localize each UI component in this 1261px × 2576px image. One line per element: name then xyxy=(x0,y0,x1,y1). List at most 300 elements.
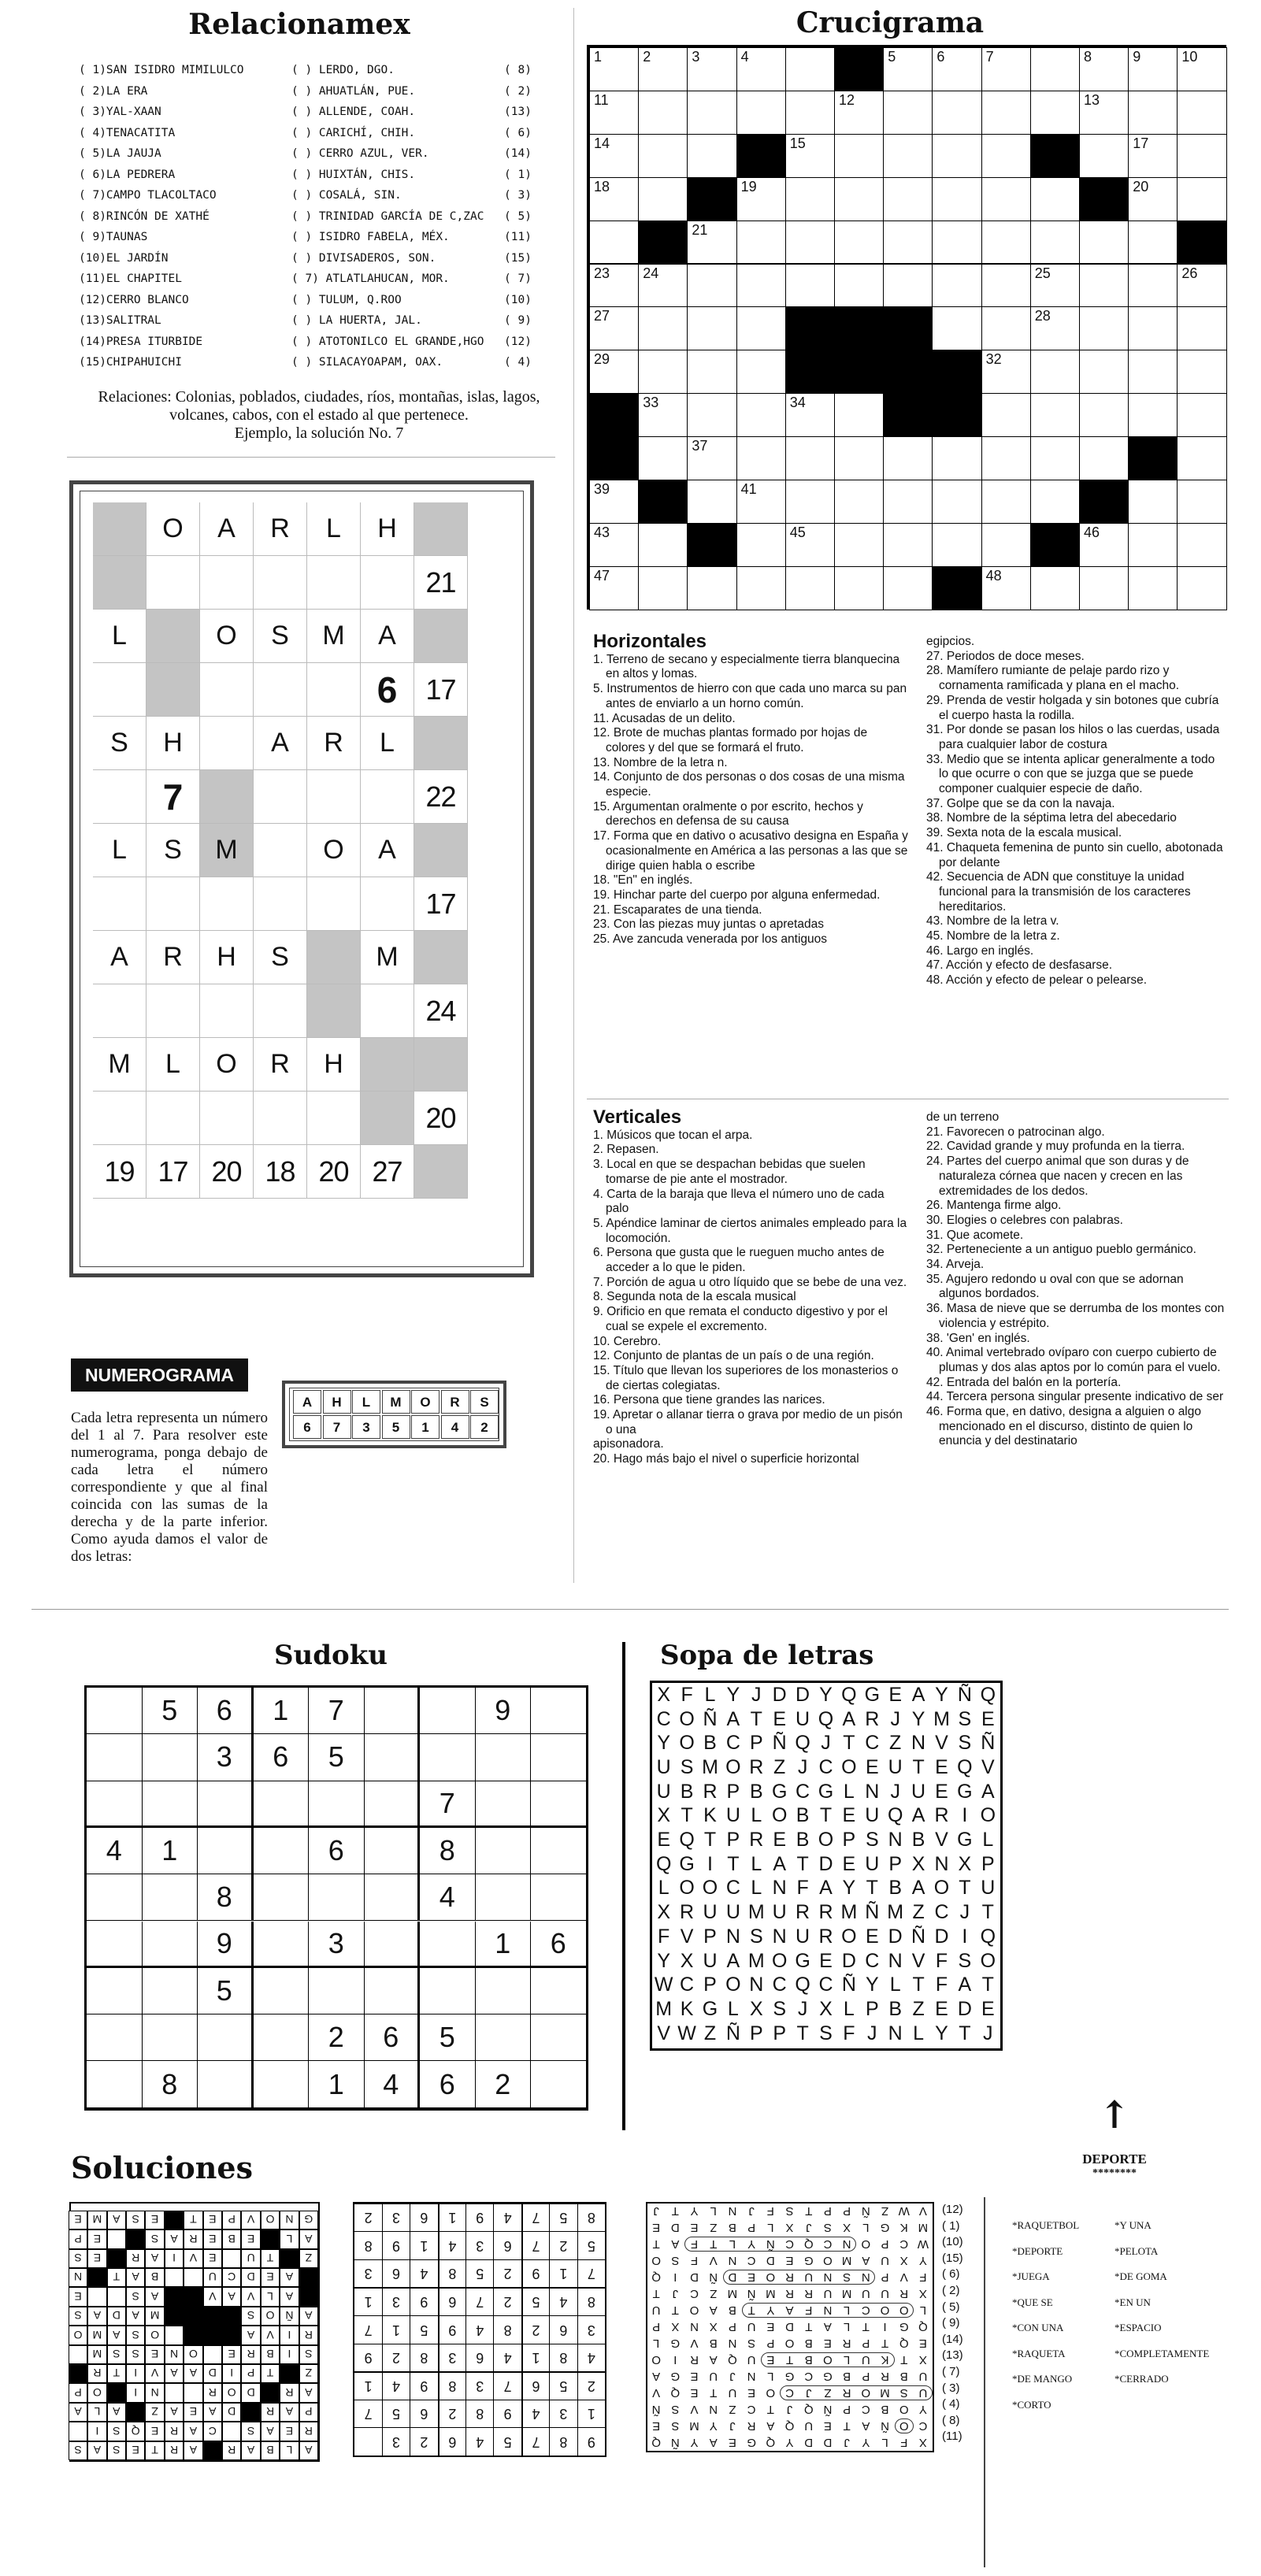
clue: 6. Persona que gusta que le rueguen mucho antes de acceder a lo que le piden. xyxy=(593,1246,885,1275)
solution-sopa-letter: R xyxy=(899,2287,909,2300)
numerograma-cell-value: 20 xyxy=(211,1155,242,1188)
solution-sopa-letter: T xyxy=(652,2287,660,2300)
solution-sopa-letter: O xyxy=(861,2237,871,2251)
solution-sopa-letter: K xyxy=(899,2221,908,2234)
crossword-cell xyxy=(1177,177,1226,221)
crossword-cell-number: 8 xyxy=(1084,49,1092,65)
sudoku-cell xyxy=(254,2014,310,2061)
relacion-row xyxy=(79,185,559,206)
sopa-letter: S xyxy=(958,1949,972,1972)
sudoku-value: 1 xyxy=(161,1834,178,1867)
solution-sudoku-cell: 1 xyxy=(410,2231,437,2259)
crossword-cell xyxy=(1177,523,1226,567)
sopa-letter: N xyxy=(865,1780,880,1803)
numerograma-cell xyxy=(361,877,414,931)
sudoku-cell xyxy=(420,1688,476,1734)
solution-sopa-letter: D xyxy=(670,2221,680,2234)
solution-sopa-letter: M xyxy=(841,2254,852,2267)
sopa-letter: C xyxy=(656,1707,671,1730)
solution-word: *EN UN xyxy=(1115,2296,1151,2308)
crossword-cell xyxy=(1177,134,1226,178)
sopa-letter: Ñ xyxy=(703,1707,718,1730)
numerograma-cell-value: H xyxy=(324,1049,343,1079)
solution-cross-cell xyxy=(184,2326,202,2344)
solution-cross-cell xyxy=(126,2403,145,2422)
solution-sudoku-cell: 5 xyxy=(521,2287,549,2315)
solution-sopa-letter: Y xyxy=(918,2403,927,2416)
sopa-letter: I xyxy=(707,1852,713,1875)
solution-sopa-letter: A xyxy=(823,2320,832,2333)
solution-sopa-letter: O xyxy=(766,2270,776,2284)
solution-sopa-letter: O xyxy=(880,2304,890,2317)
solution-cross-cell: R xyxy=(165,2422,184,2441)
relacion-row xyxy=(79,310,559,332)
sopa-letter: I xyxy=(962,1804,968,1827)
solution-sopa-letter: Z xyxy=(710,2221,718,2234)
clue: egipcios. xyxy=(926,635,975,648)
solution-cross-cell: O xyxy=(145,2326,164,2344)
sudoku-value: 6 xyxy=(550,1926,566,1959)
crossword-cell-number: 10 xyxy=(1181,49,1198,65)
crossword-cell xyxy=(1079,350,1129,394)
solution-sudoku-cell: 9 xyxy=(521,2259,549,2288)
crossword-cell xyxy=(736,523,786,567)
relacion-state: ( ) SILACAYOAPAM, OAX. xyxy=(291,356,443,369)
numerograma-cell xyxy=(414,824,468,877)
relacion-place: (13)SALITRAL xyxy=(79,314,161,327)
key-value: 4 xyxy=(441,1415,469,1439)
numerograma-grid xyxy=(93,502,468,1199)
solution-sopa-letter: U xyxy=(747,2353,756,2367)
sopa-letter: U xyxy=(725,1804,740,1827)
numerograma-cell xyxy=(361,824,414,877)
solution-cross-cell: R xyxy=(165,2441,184,2460)
crossword-cell xyxy=(981,350,1031,394)
solution-sudoku-cell: 6 xyxy=(493,2231,521,2259)
sopa-letter: R xyxy=(796,1901,810,1924)
solution-sopa-letter: B xyxy=(843,2370,851,2383)
solution-sudoku-cell: 4 xyxy=(521,2400,549,2428)
numerograma-cell-value: R xyxy=(324,728,343,758)
solution-word: *CORTO xyxy=(1012,2398,1051,2411)
crossword-cell xyxy=(1079,436,1129,480)
sopa-letter: J xyxy=(797,1997,808,2020)
crossword-cell xyxy=(1030,47,1080,91)
sopa-letter: Ñ xyxy=(725,2022,740,2044)
solution-cross-cell: I xyxy=(280,2326,299,2344)
crossword-cell xyxy=(834,221,884,265)
solution-sopa-letter: Ñ xyxy=(747,2287,756,2300)
crossword-cell-number: 48 xyxy=(985,567,1002,584)
numerograma-cell xyxy=(200,984,254,1038)
solution-sudoku-cell: 6 xyxy=(465,2344,493,2372)
key-value: 2 xyxy=(470,1415,499,1439)
sudoku-value: 5 xyxy=(216,1974,232,2007)
crossword-cell xyxy=(932,134,981,178)
relacion-state: ( ) CERRO AZUL, VER. xyxy=(291,147,429,160)
sudoku-solution-grid xyxy=(353,2202,606,2457)
numerograma-cell-value: R xyxy=(270,1049,290,1079)
crossword-cell xyxy=(687,436,736,480)
solution-sopa-letter: J xyxy=(805,2221,812,2234)
sudoku-cell xyxy=(420,1968,476,2014)
numerograma-cell xyxy=(307,717,361,770)
clue: 34. Arveja. xyxy=(926,1258,985,1272)
sopa-letter: P xyxy=(749,2022,763,2044)
clue: 37. Golpe que se da con la navaja. xyxy=(926,796,1115,810)
solution-sudoku-cell: 8 xyxy=(438,2371,465,2400)
solution-word: *PELOTA xyxy=(1115,2244,1159,2257)
crossword-cell xyxy=(883,306,933,350)
sopa-letter: Q xyxy=(795,1732,810,1755)
numerograma-cell xyxy=(254,931,307,984)
numerograma-cell xyxy=(254,610,307,663)
sopa-letter: E xyxy=(819,1949,833,1972)
sopa-letter: O xyxy=(679,1707,695,1730)
numerograma-cell xyxy=(146,663,200,717)
solution-cross-cell: S xyxy=(107,2422,126,2441)
relacion-place: ( 7)CAMPO TLACOLTACO xyxy=(79,189,217,202)
sopa-letter: J xyxy=(821,1732,831,1755)
solution-cross-cell: E xyxy=(145,2422,164,2441)
solution-sopa-letter: B xyxy=(804,2337,813,2350)
clue: apisonadora. xyxy=(593,1437,664,1451)
solution-sopa-letter: E xyxy=(690,2221,699,2234)
solution-sopa-letter: O xyxy=(784,2337,795,2350)
crossword-cell-number: 17 xyxy=(1133,135,1149,151)
sopa-letter: B xyxy=(888,1877,903,1900)
crossword-cell xyxy=(589,566,639,610)
crossword-cell xyxy=(834,436,884,480)
solution-cross-cell xyxy=(184,2287,202,2306)
solution-sopa-letter: P xyxy=(652,2320,661,2333)
relacion-row xyxy=(79,60,559,81)
solution-cross-cell: N xyxy=(145,2383,164,2402)
numerograma-cell-value: A xyxy=(217,513,236,543)
solution-cross-cell: B xyxy=(145,2268,164,2287)
sopa-letter: N xyxy=(888,1949,903,1972)
solution-sopa-letter: Ñ xyxy=(823,2403,833,2416)
solution-sopa-letter: R xyxy=(785,2287,794,2300)
solution-sopa-letter: E xyxy=(785,2254,794,2267)
sopa-letter: C xyxy=(934,1901,949,1924)
crucigrama-title: Crucigrama xyxy=(796,6,985,39)
sudoku-cell xyxy=(420,1922,476,1968)
solution-sopa-letter: L xyxy=(881,2436,888,2449)
sopa-letter: E xyxy=(935,1997,948,2020)
sopa-letter: C xyxy=(772,1974,787,1996)
solution-cross-cell: L xyxy=(280,2229,299,2248)
solution-sudoku-cell: 5 xyxy=(493,2427,521,2456)
numerograma-cell xyxy=(146,502,200,556)
sopa-letter: F xyxy=(658,1925,670,1948)
numerograma-cell xyxy=(307,824,361,877)
solution-sudoku-cell: 4 xyxy=(493,2203,521,2232)
sudoku-cell xyxy=(309,1968,365,2014)
solution-cross-cell: R xyxy=(184,2229,202,2248)
sopa-letter: Q xyxy=(818,1707,834,1730)
solution-cross-cell xyxy=(222,2307,241,2326)
solution-cross-cell: L xyxy=(280,2441,299,2460)
clue: 23. Con las piezas muy juntas o apretadas xyxy=(593,917,824,932)
numerograma-cell-value: O xyxy=(216,1049,237,1079)
crossword-cell xyxy=(736,134,786,178)
solution-sudoku-cell: 5 xyxy=(410,2315,437,2344)
crossword-cell xyxy=(834,306,884,350)
relacion-key: ( 8) xyxy=(504,64,532,76)
solution-sopa-letter: J xyxy=(653,2204,659,2218)
solution-cross-cell: N xyxy=(165,2345,184,2364)
solution-sopa-letter: A xyxy=(785,2304,794,2317)
sopa-letter: Q xyxy=(679,1829,695,1851)
solution-cross-cell: O xyxy=(87,2383,106,2402)
solution-sopa-letter: A xyxy=(709,2353,718,2367)
solution-sudoku-cell xyxy=(354,2427,381,2456)
solution-sopa-letter: X xyxy=(918,2436,927,2449)
solution-sopa-letter: T xyxy=(862,2320,870,2333)
clue: 19. Apretar o allanar tierra o grava por medio de un pisón o una xyxy=(593,1408,903,1436)
crossword-cell xyxy=(883,47,933,91)
solution-sopa-letter: G xyxy=(880,2221,890,2234)
solution-word: *DE MANGO xyxy=(1012,2373,1073,2385)
solution-sudoku-cell: 5 xyxy=(549,2371,577,2400)
clue: de un terreno xyxy=(926,1110,1000,1124)
solution-sopa-letter: F xyxy=(766,2204,774,2218)
crossword-cell xyxy=(1128,393,1178,437)
sopa-letter: R xyxy=(865,1707,880,1730)
solution-relacion-number: ( 6) xyxy=(942,2267,960,2281)
crossword-cell-number: 27 xyxy=(594,308,610,324)
numerograma-cell-value: S xyxy=(271,942,289,972)
solution-sopa-letter: E xyxy=(690,2370,699,2383)
sudoku-cell xyxy=(365,1734,421,1781)
crossword-cell xyxy=(981,47,1031,91)
solution-sopa-letter: W xyxy=(917,2237,929,2251)
sopa-letter: B xyxy=(680,1780,694,1803)
clue: 30. Elogies o celebres con palabras. xyxy=(926,1213,1123,1227)
solution-sudoku-cell: 3 xyxy=(465,2231,493,2259)
solution-cross-cell: E xyxy=(87,2229,106,2248)
solution-sopa-letter: T xyxy=(747,2304,755,2317)
relacion-key: (10) xyxy=(504,293,532,306)
sopa-letter: F xyxy=(796,1877,809,1900)
crossword-cell xyxy=(1128,566,1178,610)
crossword-cell xyxy=(638,350,688,394)
relacion-key: ( 4) xyxy=(504,356,532,369)
solution-word: *RAQUETA xyxy=(1012,2347,1066,2359)
sopa-letter: M xyxy=(655,1997,673,2020)
crossword-cell-number: 24 xyxy=(643,265,659,281)
numerograma-cell-value: 17 xyxy=(425,887,456,920)
solution-cross-cell: E xyxy=(203,2211,222,2229)
crossword-cell xyxy=(589,393,639,437)
crossword-cell xyxy=(687,91,736,135)
sudoku-cell xyxy=(87,1968,143,2014)
solution-sopa-letter: S xyxy=(671,2254,680,2267)
solution-sopa-letter: Ñ xyxy=(766,2237,775,2251)
numerograma-cell xyxy=(146,556,200,610)
solution-sudoku-cell: 1 xyxy=(354,2371,381,2400)
numerograma-description: Cada letra representa un número del 1 al 7. Para resolver este numerograma, ponga debajo de cada letra el número correspondiente y que al final coincida con las sumas de la derecha y de la parte inferior. Como ayuda damos el valor de dos letras: xyxy=(71,1410,268,1565)
sopa-letter: U xyxy=(725,1901,740,1924)
sopa-letter: S xyxy=(749,1925,763,1948)
relacionamex-list xyxy=(79,60,559,373)
relacion-row xyxy=(79,206,559,228)
sopa-letter: Y xyxy=(935,2022,948,2044)
crossword-cell xyxy=(883,134,933,178)
crossword-cell-number: 5 xyxy=(888,49,896,65)
solution-sopa-letter: J xyxy=(844,2436,850,2449)
relacion-state: ( ) TULUM, Q.ROO xyxy=(291,293,402,306)
sopa-letter: G xyxy=(864,1683,881,1706)
solution-relacion-number: ( 1) xyxy=(942,2218,960,2233)
crossword-cell xyxy=(785,480,835,524)
crossword-cell-number: 11 xyxy=(594,91,609,108)
sudoku-cell xyxy=(198,1734,254,1781)
solution-sudoku-cell: 8 xyxy=(465,2400,493,2428)
sopa-letter: U xyxy=(865,1852,880,1875)
solution-sopa-letter: B xyxy=(881,2403,889,2416)
solution-cross-cell: D xyxy=(107,2307,126,2326)
crossword-cell xyxy=(981,134,1031,178)
numerograma-cell xyxy=(361,556,414,610)
numerograma-cell xyxy=(146,770,200,824)
solution-sopa-letter: E xyxy=(918,2337,927,2350)
clue: 1. Terreno de secano y especialmente tierra blanquecina en altos y lomas. xyxy=(593,652,900,681)
sopa-letter: T xyxy=(819,1804,833,1827)
crossword-cell xyxy=(1177,91,1226,135)
solution-cross-cell: B xyxy=(261,2441,280,2460)
sopa-letter: B xyxy=(703,1732,717,1755)
relacion-key: (13) xyxy=(504,106,532,118)
relacion-state: ( ) ISIDRO FABELA, MÉX. xyxy=(291,231,450,243)
clue: 3. Local en que se despachan bebidas que suelen tomarse de pie ante el mostrador. xyxy=(593,1158,866,1186)
solution-sopa-letter: G xyxy=(670,2370,681,2383)
solution-sopa-letter: T xyxy=(900,2353,908,2367)
numerograma-cell xyxy=(146,1092,200,1145)
sopa-letter: Y xyxy=(657,1732,671,1755)
solution-sopa-letter: B xyxy=(899,2370,908,2383)
sopa-letter: T xyxy=(912,1974,925,1996)
solution-cross-cell: A xyxy=(280,2268,299,2287)
solution-relacion-number: ( 8) xyxy=(942,2413,960,2427)
clue: 45. Nombre de la letra z. xyxy=(926,929,1060,943)
crossword-cell xyxy=(932,306,981,350)
crossword-cell xyxy=(932,91,981,135)
sopa-letter: N xyxy=(772,1925,787,1948)
numerograma-cell xyxy=(146,984,200,1038)
solution-sudoku-cell: 3 xyxy=(382,2427,410,2456)
sopa-letter: A xyxy=(958,1974,972,1996)
sudoku-value: 5 xyxy=(161,1694,178,1727)
crossword-cell xyxy=(785,91,835,135)
solution-sopa-letter: U xyxy=(823,2287,833,2300)
crossword-cell xyxy=(981,221,1031,265)
numerograma-cell xyxy=(254,1145,307,1199)
key-letter: A xyxy=(293,1390,321,1414)
crossword-cell xyxy=(785,350,835,394)
sopa-letter: Q xyxy=(655,1852,672,1875)
crossword-cell xyxy=(687,393,736,437)
solution-sopa-letter: J xyxy=(729,2370,736,2383)
sopa-letter: O xyxy=(841,1925,857,1948)
sopa-letter: N xyxy=(888,2022,903,2044)
solution-cross-cell: T xyxy=(107,2268,126,2287)
sopa-letter: T xyxy=(959,2022,971,2044)
crossword-cell xyxy=(589,91,639,135)
sopa-letter: R xyxy=(818,1925,833,1948)
clue: 35. Agujero redondo u oval con que se adornan algunos bordados. xyxy=(926,1272,1184,1301)
solution-sopa-letter: B xyxy=(804,2353,813,2367)
crossword-cell xyxy=(834,393,884,437)
solution-cross-cell: I xyxy=(87,2422,106,2441)
solution-relacion-number: (11) xyxy=(942,2430,962,2444)
crossword-cell xyxy=(883,566,933,610)
solution-sopa-letter: Q xyxy=(651,2436,661,2449)
crossword-cell xyxy=(736,221,786,265)
numerograma-cell xyxy=(200,610,254,663)
sudoku-cell xyxy=(87,2061,143,2107)
solution-sopa-letter: Q xyxy=(766,2436,776,2449)
solution-cross-cell: T xyxy=(261,2249,280,2268)
sopa-letter: O xyxy=(771,1804,788,1827)
sopa-letter: T xyxy=(727,1852,740,1875)
solution-cross-cell: O xyxy=(261,2211,280,2229)
crossword-cell xyxy=(1030,91,1080,135)
sopa-letter: A xyxy=(911,1683,925,1706)
crossword-cell xyxy=(1177,306,1226,350)
solution-relacion-number: ( 2) xyxy=(942,2283,960,2297)
sopa-letter: E xyxy=(842,1852,856,1875)
solution-cross-cell xyxy=(222,2326,241,2344)
sopa-letter: D xyxy=(841,1949,856,1972)
clue: 22. Cavidad grande y muy profunda en la tierra. xyxy=(926,1140,1185,1154)
solution-sudoku-cell: 7 xyxy=(354,2315,381,2344)
numerograma-cell xyxy=(254,502,307,556)
sopa-letter: M xyxy=(747,1901,765,1924)
solution-cross-cell: R xyxy=(126,2249,145,2268)
sopa-letter: G xyxy=(795,1949,810,1972)
solution-cross-cell: R xyxy=(87,2364,106,2383)
sudoku-cell xyxy=(198,1781,254,1828)
sopa-letter: T xyxy=(959,1877,971,1900)
solution-sopa-letter: Q xyxy=(784,2419,795,2433)
sopa-letter: S xyxy=(958,1732,972,1755)
numerograma-cell-value: L xyxy=(165,1049,180,1079)
sopa-letter: P xyxy=(773,2022,787,2044)
sopa-letter: O xyxy=(771,1949,788,1972)
sudoku-grid xyxy=(84,1685,588,2111)
sopa-words-left xyxy=(1012,2213,1122,2418)
solution-sopa-letter: U xyxy=(709,2370,718,2383)
relacion-row xyxy=(79,332,559,353)
crossword-cell xyxy=(981,436,1031,480)
solution-cross-cell: E xyxy=(203,2249,222,2268)
solution-cross-cell xyxy=(165,2326,184,2344)
key-letter: H xyxy=(323,1390,351,1414)
sudoku-cell xyxy=(476,1968,532,2014)
solution-sopa-letter: R xyxy=(785,2270,794,2284)
sopa-letter: V xyxy=(680,1925,694,1948)
crossword-cell xyxy=(687,264,736,308)
crossword-cell xyxy=(736,91,786,135)
solution-sopa-letter: V xyxy=(652,2386,661,2400)
sopa-letter: A xyxy=(911,1877,925,1900)
solution-sopa-letter: L xyxy=(767,2221,774,2234)
solution-cross-cell xyxy=(107,2249,126,2268)
solution-relacion-number: ( 5) xyxy=(942,2300,960,2314)
crossword-grid xyxy=(587,45,1226,610)
